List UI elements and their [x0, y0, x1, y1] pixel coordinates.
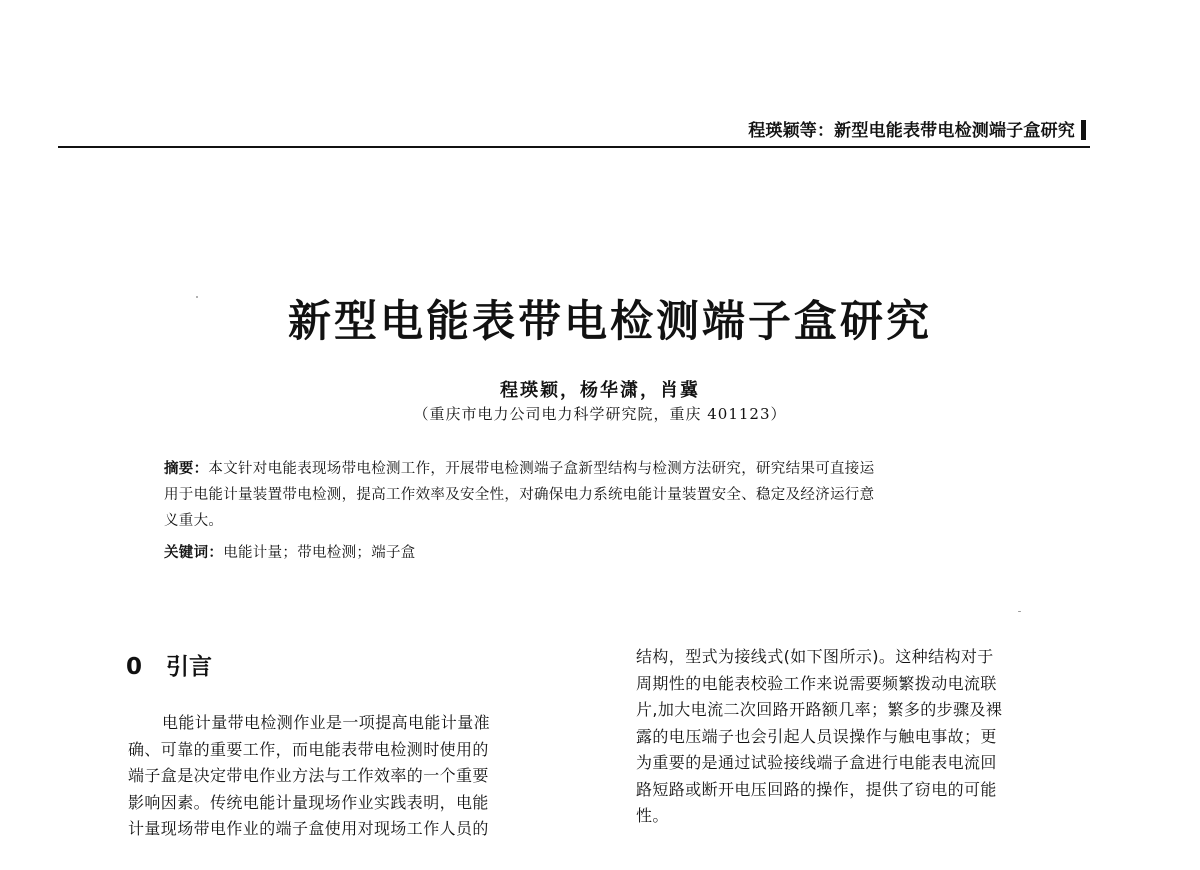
- paragraph-line: 性。: [636, 806, 669, 825]
- running-header: [548, 116, 1086, 141]
- paragraph-line: 电能计量带电检测作业是一项提高电能计量准: [162, 713, 491, 732]
- paragraph-line: 结构，型式为接线式(如下图所示)。这种结构对于: [636, 647, 994, 666]
- paragraph-line: 端子盒是决定带电作业方法与工作效率的一个重要: [128, 766, 489, 785]
- keywords-block: [164, 540, 416, 566]
- scan-speck: [1018, 611, 1021, 612]
- abstract-line: 用于电能计量装置带电检测，提高工作效率及安全性，对确保电力系统电能计量装置安全、稳定及经济运行意: [164, 487, 875, 503]
- paragraph-line: 计量现场带电作业的端子盒使用对现场工作人员的: [128, 819, 489, 838]
- section-heading: [126, 648, 212, 681]
- keywords-label: 关键词：: [164, 545, 224, 561]
- abstract-label: 摘要：: [164, 461, 209, 477]
- paragraph-line: 影响因素。传统电能计量现场作业实践表明，电能: [128, 792, 489, 812]
- paragraph-line: 片,加大电流二次回路开路额几率；繁多的步骤及裸: [636, 700, 1003, 719]
- paragraph-line: 露的电压端子也会引起人员误操作与触电事故；更: [636, 726, 997, 746]
- paragraph-line: 路短路或断开电压回路的操作，提供了窃电的可能: [636, 779, 997, 799]
- abstract-line: 义重大。: [164, 513, 224, 529]
- paragraph-line: 确、可靠的重要工作，而电能表带电检测时使用的: [128, 739, 489, 759]
- article-title: 新型电能表带电检测端子盒研究: [288, 297, 932, 347]
- abstract-text: 本文针对电能表现场带电检测工作，开展带电检测端子盒新型结构与检测方法研究，研究结果可直接运: [208, 461, 875, 477]
- affiliation: （重庆市电力公司电力科学研究院，重庆 401123）: [413, 405, 787, 423]
- left-column-text: [128, 710, 598, 843]
- header-rule: [58, 146, 1090, 148]
- running-header-text: 程瑛颖等：新型电能表带电检测端子盒研究: [748, 121, 1075, 141]
- section-number: 0: [126, 654, 143, 680]
- paragraph-line: 为重要的是通过试验接线端子盒进行电能表电流回: [636, 753, 997, 772]
- header-bar-mark: [1081, 120, 1086, 140]
- scan-speck: [196, 296, 198, 298]
- paragraph-line: 周期性的电能表校验工作来说需要频繁拨动电流联: [636, 673, 997, 693]
- section-title: 引言: [166, 654, 212, 680]
- abstract-line: [164, 456, 1054, 482]
- cut-off-text-line: [128, 862, 568, 870]
- author-list: 程瑛颖，杨华潇，肖冀: [500, 380, 700, 401]
- abstract-block: [164, 456, 1054, 534]
- keywords-text: 电能计量；带电检测；端子盒: [223, 545, 416, 561]
- right-column-text: [636, 644, 1106, 830]
